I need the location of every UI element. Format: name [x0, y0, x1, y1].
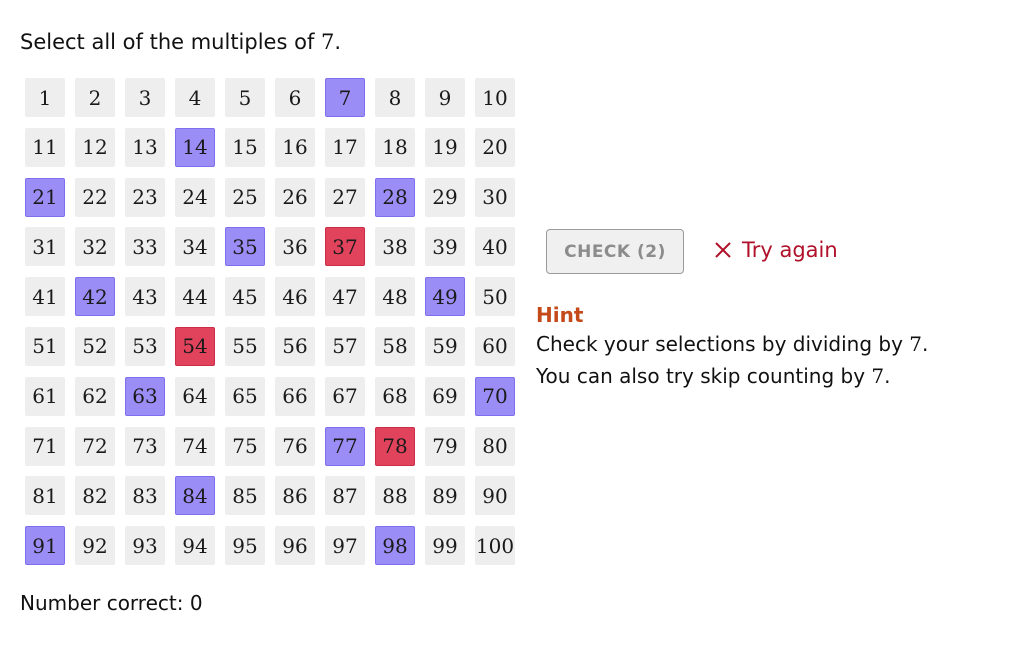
check-button[interactable]: CHECK (2): [546, 229, 684, 274]
number-cell[interactable]: 69: [425, 377, 465, 416]
number-cell[interactable]: 48: [375, 277, 415, 316]
number-cell[interactable]: 43: [125, 277, 165, 316]
number-cell[interactable]: 11: [25, 128, 65, 167]
number-cell[interactable]: 8: [375, 78, 415, 117]
number-cell[interactable]: 88: [375, 476, 415, 515]
number-cell[interactable]: 2: [75, 78, 115, 117]
number-cell[interactable]: 1: [25, 78, 65, 117]
hint-line-1-number: 7: [909, 332, 923, 356]
question-prompt: [20, 28, 341, 56]
number-cell[interactable]: 53: [125, 327, 165, 366]
number-cell[interactable]: 82: [75, 476, 115, 515]
number-cell[interactable]: 16: [275, 128, 315, 167]
number-cell[interactable]: 68: [375, 377, 415, 416]
number-cell[interactable]: 78: [375, 427, 415, 466]
number-cell[interactable]: 70: [475, 377, 515, 416]
number-cell[interactable]: 26: [275, 178, 315, 217]
number-cell[interactable]: 87: [325, 476, 365, 515]
number-cell[interactable]: 27: [325, 178, 365, 217]
number-cell[interactable]: 81: [25, 476, 65, 515]
number-cell[interactable]: 15: [225, 128, 265, 167]
number-cell[interactable]: 62: [75, 377, 115, 416]
number-cell[interactable]: 5: [225, 78, 265, 117]
number-cell[interactable]: 36: [275, 227, 315, 266]
number-cell[interactable]: 17: [325, 128, 365, 167]
number-cell[interactable]: 84: [175, 476, 215, 515]
hint-line-2: [536, 360, 1016, 392]
feedback-text: Try again: [742, 238, 838, 262]
number-cell[interactable]: 45: [225, 277, 265, 316]
number-cell[interactable]: 64: [175, 377, 215, 416]
number-cell[interactable]: 12: [75, 128, 115, 167]
number-cell[interactable]: 89: [425, 476, 465, 515]
feedback-message: [714, 238, 838, 262]
number-cell[interactable]: 41: [25, 277, 65, 316]
number-cell[interactable]: 37: [325, 227, 365, 266]
number-cell[interactable]: 77: [325, 427, 365, 466]
number-cell[interactable]: 34: [175, 227, 215, 266]
number-cell[interactable]: 85: [225, 476, 265, 515]
number-cell[interactable]: 58: [375, 327, 415, 366]
number-cell[interactable]: 22: [75, 178, 115, 217]
prompt-text: Select all of the multiples of: [20, 30, 322, 54]
number-cell[interactable]: 38: [375, 227, 415, 266]
hint-line-1-suffix: .: [922, 332, 929, 356]
number-cell[interactable]: 40: [475, 227, 515, 266]
number-cell[interactable]: 80: [475, 427, 515, 466]
number-cell[interactable]: 35: [225, 227, 265, 266]
number-cell[interactable]: 83: [125, 476, 165, 515]
number-cell[interactable]: 30: [475, 178, 515, 217]
number-cell[interactable]: 19: [425, 128, 465, 167]
number-cell[interactable]: 47: [325, 277, 365, 316]
hint-panel: [536, 302, 1016, 392]
hint-line-2-text: You can also try skip counting by: [536, 364, 872, 388]
number-cell[interactable]: 94: [175, 526, 215, 565]
number-cell[interactable]: 99: [425, 526, 465, 565]
number-cell[interactable]: 4: [175, 78, 215, 117]
number-cell[interactable]: 52: [75, 327, 115, 366]
number-cell[interactable]: 32: [75, 227, 115, 266]
number-cell[interactable]: 14: [175, 128, 215, 167]
number-cell[interactable]: 63: [125, 377, 165, 416]
number-cell[interactable]: 51: [25, 327, 65, 366]
number-cell[interactable]: 61: [25, 377, 65, 416]
number-cell[interactable]: 9: [425, 78, 465, 117]
number-cell[interactable]: 100: [475, 526, 515, 565]
number-cell[interactable]: 67: [325, 377, 365, 416]
number-cell[interactable]: 21: [25, 178, 65, 217]
number-cell[interactable]: 73: [125, 427, 165, 466]
number-correct: Number correct: 0: [20, 591, 203, 615]
number-cell[interactable]: 25: [225, 178, 265, 217]
number-cell[interactable]: 96: [275, 526, 315, 565]
number-cell[interactable]: 23: [125, 178, 165, 217]
hint-line-2-suffix: .: [884, 364, 891, 388]
number-cell[interactable]: 46: [275, 277, 315, 316]
number-grid: [25, 78, 515, 566]
number-cell[interactable]: 59: [425, 327, 465, 366]
number-cell[interactable]: 72: [75, 427, 115, 466]
number-cell[interactable]: 10: [475, 78, 515, 117]
number-cell[interactable]: 44: [175, 277, 215, 316]
number-cell[interactable]: 6: [275, 78, 315, 117]
number-cell[interactable]: 65: [225, 377, 265, 416]
number-cell[interactable]: 79: [425, 427, 465, 466]
prompt-suffix: .: [334, 30, 342, 54]
number-cell[interactable]: 55: [225, 327, 265, 366]
number-cell[interactable]: 50: [475, 277, 515, 316]
number-cell[interactable]: 3: [125, 78, 165, 117]
number-cell[interactable]: 98: [375, 526, 415, 565]
number-cell[interactable]: 90: [475, 476, 515, 515]
number-cell[interactable]: 28: [375, 178, 415, 217]
number-cell[interactable]: 42: [75, 277, 115, 316]
number-cell[interactable]: 29: [425, 178, 465, 217]
number-cell[interactable]: 54: [175, 327, 215, 366]
number-cell[interactable]: 74: [175, 427, 215, 466]
number-cell[interactable]: 91: [25, 526, 65, 565]
number-cell[interactable]: 24: [175, 178, 215, 217]
number-cell[interactable]: 39: [425, 227, 465, 266]
prompt-number: 7: [321, 30, 335, 54]
number-cell[interactable]: 57: [325, 327, 365, 366]
number-cell[interactable]: 66: [275, 377, 315, 416]
number-cell[interactable]: 86: [275, 476, 315, 515]
number-cell[interactable]: 97: [325, 526, 365, 565]
hint-title: Hint: [536, 303, 584, 327]
number-cell[interactable]: 71: [25, 427, 65, 466]
number-cell[interactable]: 13: [125, 128, 165, 167]
number-cell[interactable]: 95: [225, 526, 265, 565]
number-cell[interactable]: 93: [125, 526, 165, 565]
number-cell[interactable]: 7: [325, 78, 365, 117]
hint-line-1-text: Check your selections by dividing by: [536, 332, 910, 356]
x-icon: [714, 241, 732, 259]
number-cell[interactable]: 75: [225, 427, 265, 466]
number-cell[interactable]: 76: [275, 427, 315, 466]
number-cell[interactable]: 60: [475, 327, 515, 366]
number-cell[interactable]: 31: [25, 227, 65, 266]
number-cell[interactable]: 20: [475, 128, 515, 167]
number-cell[interactable]: 92: [75, 526, 115, 565]
number-cell[interactable]: 49: [425, 277, 465, 316]
hint-line-1: [536, 328, 1016, 360]
hint-line-2-number: 7: [871, 364, 885, 388]
number-cell[interactable]: 56: [275, 327, 315, 366]
number-cell[interactable]: 18: [375, 128, 415, 167]
number-cell[interactable]: 33: [125, 227, 165, 266]
